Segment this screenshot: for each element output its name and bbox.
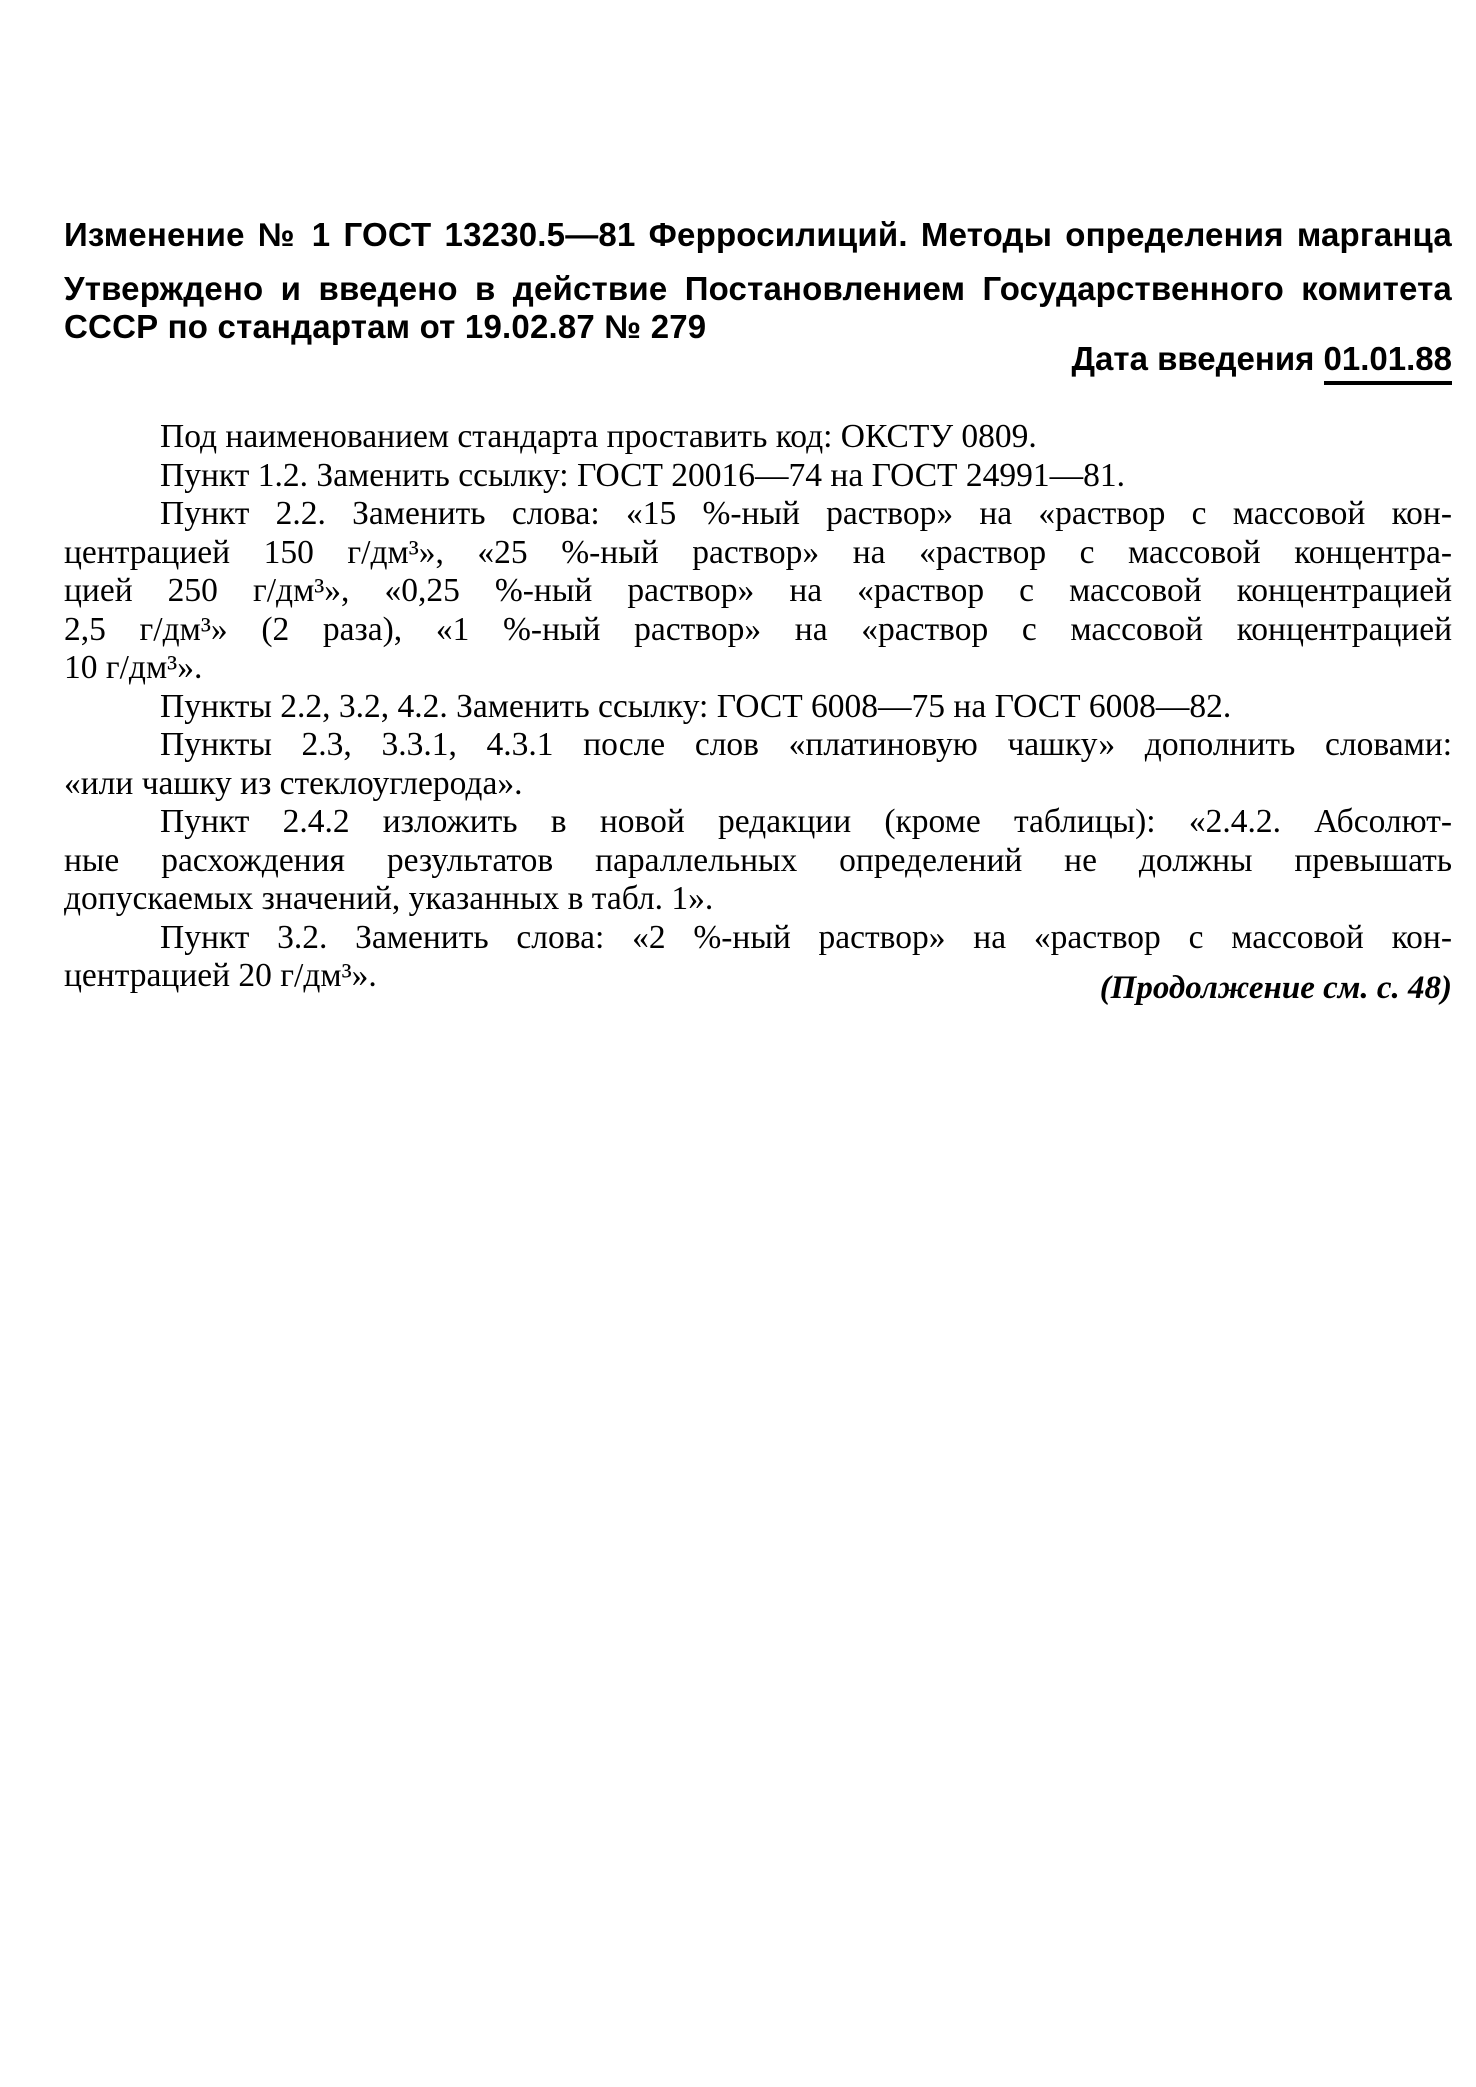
paragraph-line: ные расхождения результатов параллельных определений не должны превышать [64,841,1452,879]
amendment-body [64,418,1452,996]
paragraph-line: 2,5 г/дм³» (2 раза), «1 %-ный раствор» на «раствор с массовой концентрацией [64,610,1452,648]
paragraph-line: Пункты 2.2, 3.2, 4.2. Заменить ссылку: ГОСТ 6008—75 на ГОСТ 6008—82. [160,687,1232,725]
paragraph-2-4-2 [64,803,1452,919]
paragraph-line: Под наименованием стандарта проставить код: ОКСТУ 0809. [160,418,1037,455]
paragraph-line: Пункт 2.2. Заменить слова: «15 %-ный раствор» на «раствор с массовой кон- [160,495,1452,532]
introduction-date-label: Дата введения [1071,340,1315,377]
paragraph-line: допускаемых значений, указанных в табл. 1». [64,880,714,917]
paragraph-line: центрацией 20 г/дм³». [64,957,377,994]
paragraph-okstu [64,418,1452,457]
paragraph-1-2 [64,457,1452,496]
approval-statement [64,270,1452,346]
continuation-note: (Продолжение см. с. 48) [1099,970,1452,1006]
paragraph-line: «или чашку из стеклоуглерода». [64,764,523,802]
paragraph-line: Пункты 2.3, 3.3.1, 4.3.1 после слов «платиновую чашку» дополнить словами: [160,726,1452,763]
introduction-date-value: 01.01.88 [1324,340,1452,385]
paragraph-line: 10 г/дм³». [64,649,203,686]
paragraph-2-2-3-2-4-2 [64,688,1452,727]
paragraph-line: центрацией 150 г/дм³», «25 %-ный раствор» на «раствор с массовой концентра- [64,533,1452,571]
paragraph-line: цией 250 г/дм³», «0,25 %-ный раствор» на «раствор с массовой концентрацией [64,572,1452,609]
approval-line-1: Утверждено и введено в действие Постановлением Государственного комитета [64,270,1452,307]
paragraph-2-2 [64,495,1452,688]
paragraph-line: Пункт 3.2. Заменить слова: «2 %-ный раствор» на «раствор с массовой кон- [160,918,1452,956]
introduction-date [1072,340,1452,378]
paragraph-line: Пункт 1.2. Заменить ссылку: ГОСТ 20016—74 на ГОСТ 24991—81. [160,456,1126,494]
document-title: Изменение № 1 ГОСТ 13230.5—81 Ферросилиций. Методы определения марганца [64,216,1452,253]
approval-line-2: СССР по стандартам от 19.02.87 № 279 [64,308,707,345]
paragraph-line: Пункт 2.4.2 изложить в новой редакции (кроме таблицы): «2.4.2. Абсолют- [160,803,1452,840]
paragraph-2-3 [64,726,1452,803]
